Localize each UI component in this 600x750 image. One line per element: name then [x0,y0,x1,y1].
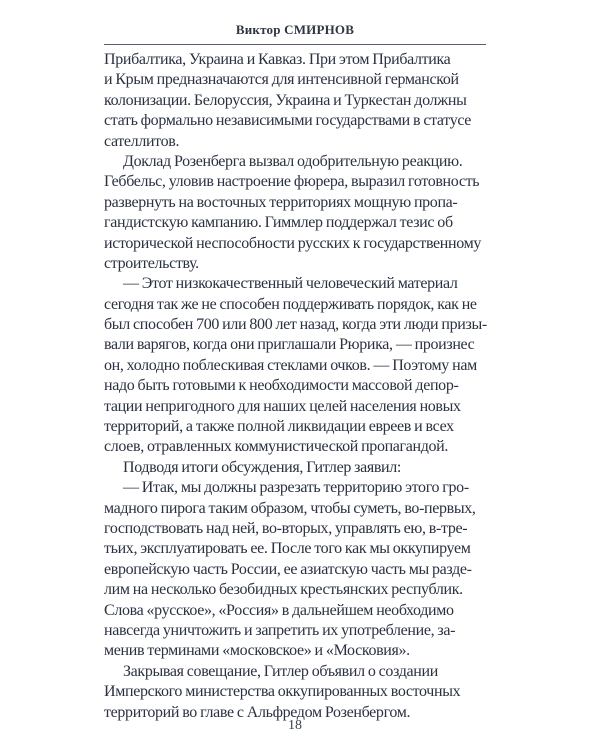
text-line: Доклад Розенберга вызвал одобрительную реакцию. [123,152,463,170]
text-line: Прибалтика, Украина и Кавказ. При этом Прибалтика [104,51,451,68]
text-line: навсегда уничтожить и запретить их употребление, за- [104,621,456,639]
text-line: лим на несколько безобидных крестьянских республик. [104,581,463,599]
page-number: 18 [288,718,302,733]
text-line: колонизации. Белоруссия, Украина и Туркестан должны [104,91,467,109]
text-line: Закрывая совещание, Гитлер объявил о создании [123,662,438,680]
text-line: стать формально независимыми государствами в статусе [104,112,472,130]
text-line: был способен 700 или 800 лет назад, когда эти люди призы- [104,316,487,334]
text-line: Геббельс, уловив настроение фюрера, выразил готовность [104,173,480,191]
text-line: мадного пирога таким образом, чтобы суметь, во-первых, [104,499,476,517]
text-line: гандистскую кампанию. Гиммлер поддержал тезис об [104,214,453,232]
running-head: Виктор СМИРНОВ [235,22,355,37]
text-line: — Итак, мы должны разрезать территорию этого гро- [123,479,469,497]
text-line: Слова «русское», «Россия» в дальнейшем необходимо [104,601,454,619]
text-line: исторической неспособности русских к государственному [104,234,482,252]
body-text [104,50,486,723]
text-line: сегодня так же не способен поддерживать порядок, как не [104,295,477,313]
text-line: вали варягов, когда они приглашали Рюрика, — произнес [104,336,475,354]
text-line: Имперского министерства оккупированных восточных [104,683,461,701]
text-line: территорий, а также полной ликвидации евреев и всех [104,418,454,436]
text-line: развернуть на восточных территориях мощную пропа- [104,193,458,211]
header-rule [104,44,486,45]
text-line: слоев, отравленных коммунистической пропагандой. [104,438,449,456]
text-line: Подводя итоги обсуждения, Гитлер заявил: [123,458,402,476]
text-line: менив терминами «московское» и «Московия». [104,642,410,660]
text-line: — Этот низкокачественный человеческий материал [123,275,458,293]
text-line: тации непригодного для наших целей населения новых [104,397,461,415]
text-line: тьих, эксплуатировать ее. После того как мы оккупируем [104,540,471,558]
text-line: сателлитов. [104,132,180,150]
text-line: и Крым предназначаются для интенсивной германской [104,71,459,89]
text-line: строительству. [104,254,199,272]
text-line: он, холодно поблескивая стеклами очков. — Поэтому нам [104,356,477,374]
text-line: господствовать над ней, во-вторых, управлять ею, в-тре- [104,519,468,537]
text-line: территорий во главе с Альфредом Розенбергом. [104,703,411,721]
text-line: европейскую часть России, ее азиатскую часть мы разде- [104,560,472,578]
text-line: надо быть готовыми к необходимости массовой депор- [104,377,459,395]
